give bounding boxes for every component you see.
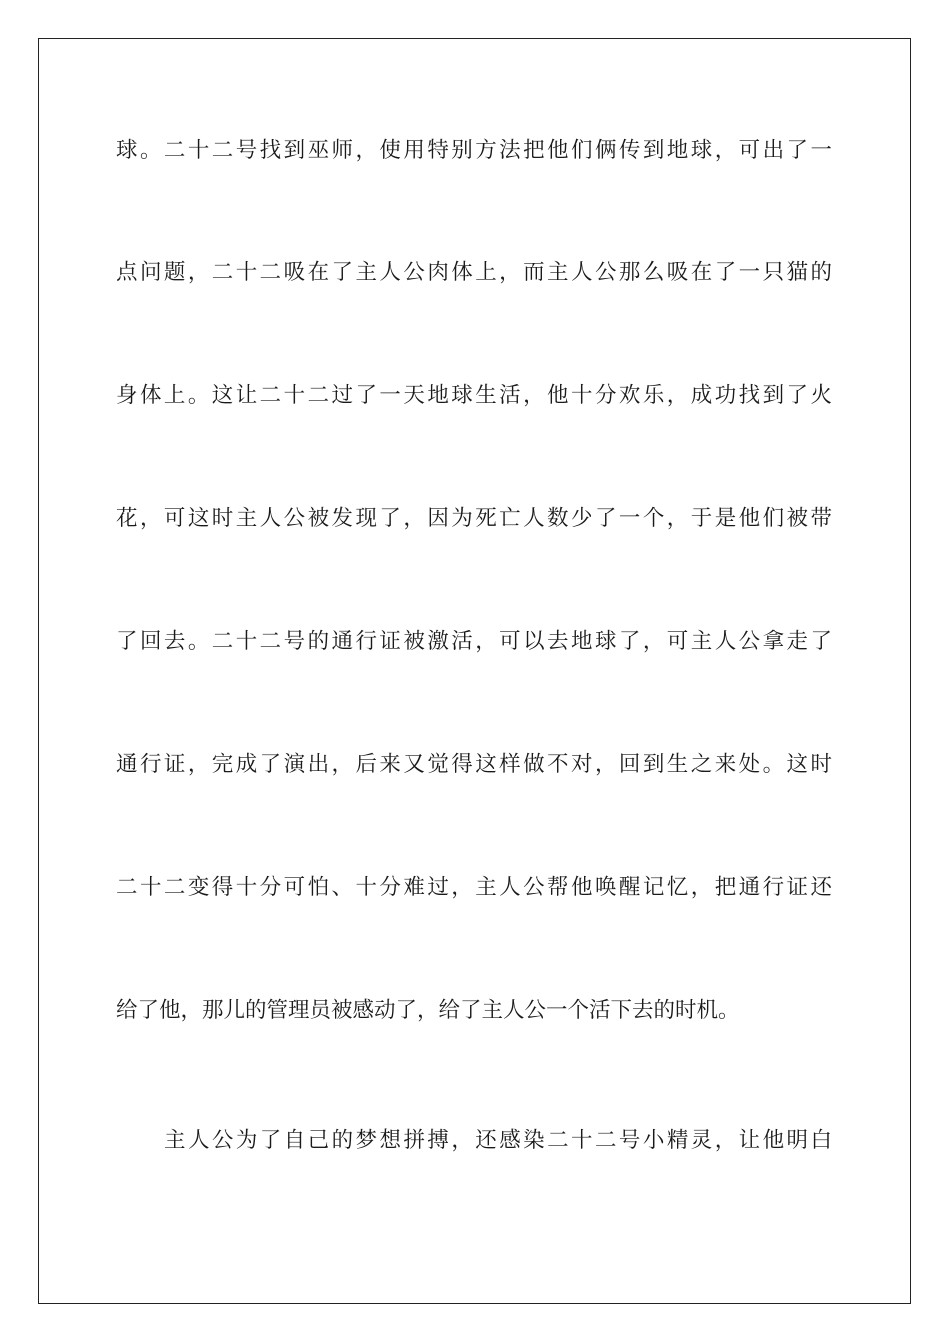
text-line-5: 了回去。二十二号的通行证被激活，可以去地球了，可主人公拿走了 [116,629,832,654]
text-line-3: 身体上。这让二十二过了一天地球生活，他十分欢乐，成功找到了火 [116,383,832,408]
text-line-4: 花，可这时主人公被发现了，因为死亡人数少了一个，于是他们被带 [116,506,832,531]
text-line-9: 主人公为了自己的梦想拼搏，还感染二十二号小精灵，让他明白 [164,1128,832,1153]
text-line-2: 点问题，二十二吸在了主人公肉体上，而主人公那么吸在了一只猫的 [116,260,832,285]
text-line-1: 球。二十二号找到巫师，使用特别方法把他们俩传到地球，可出了一 [116,138,832,163]
text-line-7: 二十二变得十分可怕、十分难过，主人公帮他唤醒记忆，把通行证还 [116,875,832,900]
page-border [38,38,911,1304]
text-line-8: 给了他，那儿的管理员被感动了，给了主人公一个活下去的时机。 [116,998,740,1023]
text-line-6: 通行证，完成了演出，后来又觉得这样做不对，回到生之来处。这时 [116,752,832,777]
